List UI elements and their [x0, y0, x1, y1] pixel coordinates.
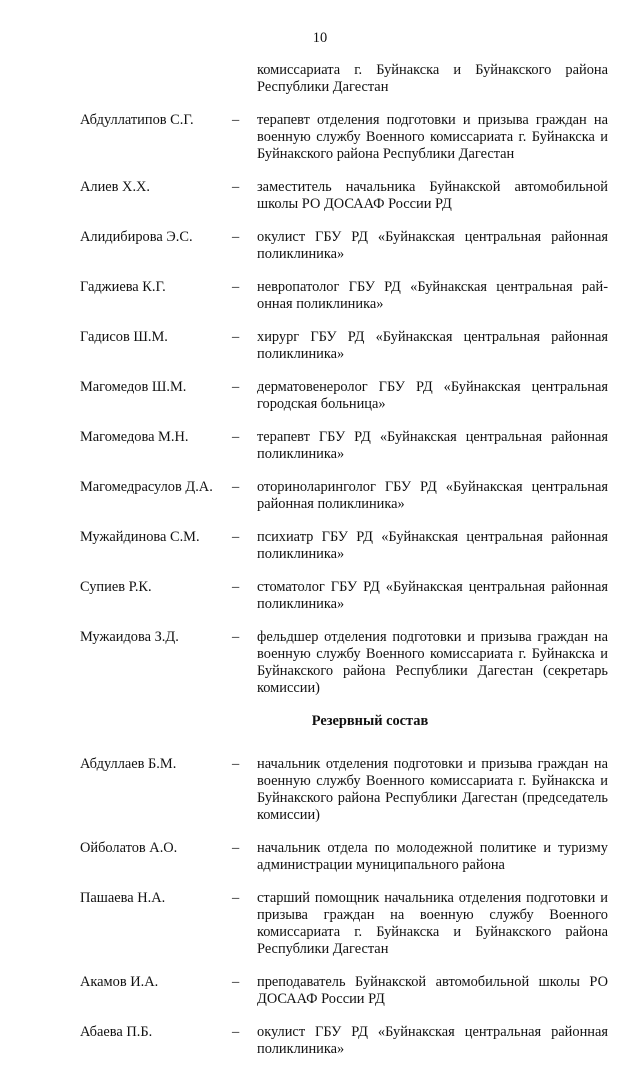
member-dash: – [232, 329, 240, 345]
member-name: Гадисов Ш.М. [80, 329, 168, 345]
member-row [80, 429, 608, 463]
member-name: Ойболатов А.О. [80, 840, 178, 856]
member-position: старший помощник начальника отделения подготовки и призыва граждан на военную службу Военного комиссариата г. Буйнакска и Буйнакского района Республики Дагестан [257, 890, 608, 957]
continuation-row [80, 62, 608, 96]
member-position: стоматолог ГБУ РД «Буйнакская центральная районная поликлиника» [257, 579, 608, 612]
member-position: заместитель начальника Буйнакской автомобильной школы РО ДОСААФ России РД [257, 179, 608, 212]
member-row [80, 579, 608, 613]
member-dash: – [232, 429, 240, 445]
member-name: Магомедов Ш.М. [80, 379, 187, 395]
member-row [80, 756, 608, 824]
member-name: Мужаидова З.Д. [80, 629, 179, 645]
member-row [80, 179, 608, 213]
member-name: Абдуллатипов С.Г. [80, 112, 194, 128]
member-row [80, 329, 608, 363]
member-name: Мужайдинова С.М. [80, 529, 200, 545]
member-row [80, 529, 608, 563]
member-row [80, 974, 608, 1008]
document-body [80, 62, 608, 1074]
member-position: преподаватель Буйнакской автомобильной школы РО ДОСААФ России РД [257, 974, 608, 1007]
member-dash: – [232, 890, 240, 906]
member-name: Абдуллаев Б.М. [80, 756, 177, 772]
member-row [80, 279, 608, 313]
member-dash: – [232, 840, 240, 856]
member-position: начальник отдела по молодежной политике и туризму администрации муниципального района [257, 840, 608, 873]
member-row [80, 890, 608, 958]
member-dash: – [232, 579, 240, 595]
member-row [80, 379, 608, 413]
member-dash: – [232, 529, 240, 545]
member-name: Магомедова М.Н. [80, 429, 189, 445]
member-position: оториноларинголог ГБУ РД «Буйнакская центральная районная поликлиника» [257, 479, 608, 512]
page-number: 10 [312, 30, 328, 46]
reserve-members-list [80, 756, 608, 1058]
member-row [80, 479, 608, 513]
member-dash: – [232, 179, 240, 195]
member-position: хирург ГБУ РД «Буйнакская центральная районная поликлиника» [257, 329, 608, 362]
member-dash: – [232, 229, 240, 245]
member-dash: – [232, 629, 240, 645]
main-members-list [80, 112, 608, 697]
member-position: терапевт ГБУ РД «Буйнакская центральная районная поликлиника» [257, 429, 608, 462]
member-dash: – [232, 974, 240, 990]
member-name: Гаджиева К.Г. [80, 279, 166, 295]
member-name: Акамов И.А. [80, 974, 159, 990]
member-dash: – [232, 479, 240, 495]
member-name: Пашаева Н.А. [80, 890, 166, 906]
member-dash: – [232, 1024, 240, 1040]
continuation-text: комиссариата г. Буйнакска и Буйнакского района Республики Дагестан [257, 62, 608, 95]
member-position: дерматовенеролог ГБУ РД «Буйнакская центральная городская больница» [257, 379, 608, 412]
member-name: Алидибирова Э.С. [80, 229, 193, 245]
member-row [80, 840, 608, 874]
member-position: начальник отделения подготовки и призыва граждан на военную службу Военного комиссариата г. Буйнакска и Буйнакского района Республики Дагестан (председатель комиссии) [257, 756, 608, 823]
member-row [80, 1024, 608, 1058]
member-name: Алиев Х.Х. [80, 179, 151, 195]
member-row [80, 229, 608, 263]
member-position: окулист ГБУ РД «Буйнакская центральная районная поликлиника» [257, 229, 608, 262]
member-dash: – [232, 379, 240, 395]
member-position: психиатр ГБУ РД «Буйнакская центральная районная поликлиника» [257, 529, 608, 562]
member-position: терапевт отделения подготовки и призыва граждан на военную службу Военного комиссариата г. Буйнакска и Буйнакского района Республики Дагестан [257, 112, 608, 162]
member-dash: – [232, 112, 240, 128]
member-dash: – [232, 279, 240, 295]
member-position: фельдшер отделения подготовки и призыва граждан на военную службу Военного комиссариата г. Буйнакска и Буйнакского района Республики Дагестан (секретарь комиссии) [257, 629, 608, 696]
member-name: Супиев Р.К. [80, 579, 152, 595]
member-row [80, 629, 608, 697]
member-name: Абаева П.Б. [80, 1024, 153, 1040]
reserve-section-title: Резервный состав [311, 713, 429, 729]
member-row [80, 112, 608, 163]
member-dash: – [232, 756, 240, 772]
member-position: окулист ГБУ РД «Буйнакская центральная районная поликлиника» [257, 1024, 608, 1057]
member-position: невропатолог ГБУ РД «Буйнакская центральная районная поликлиника» [257, 279, 608, 312]
member-name: Магомедрасулов Д.А. [80, 479, 213, 495]
